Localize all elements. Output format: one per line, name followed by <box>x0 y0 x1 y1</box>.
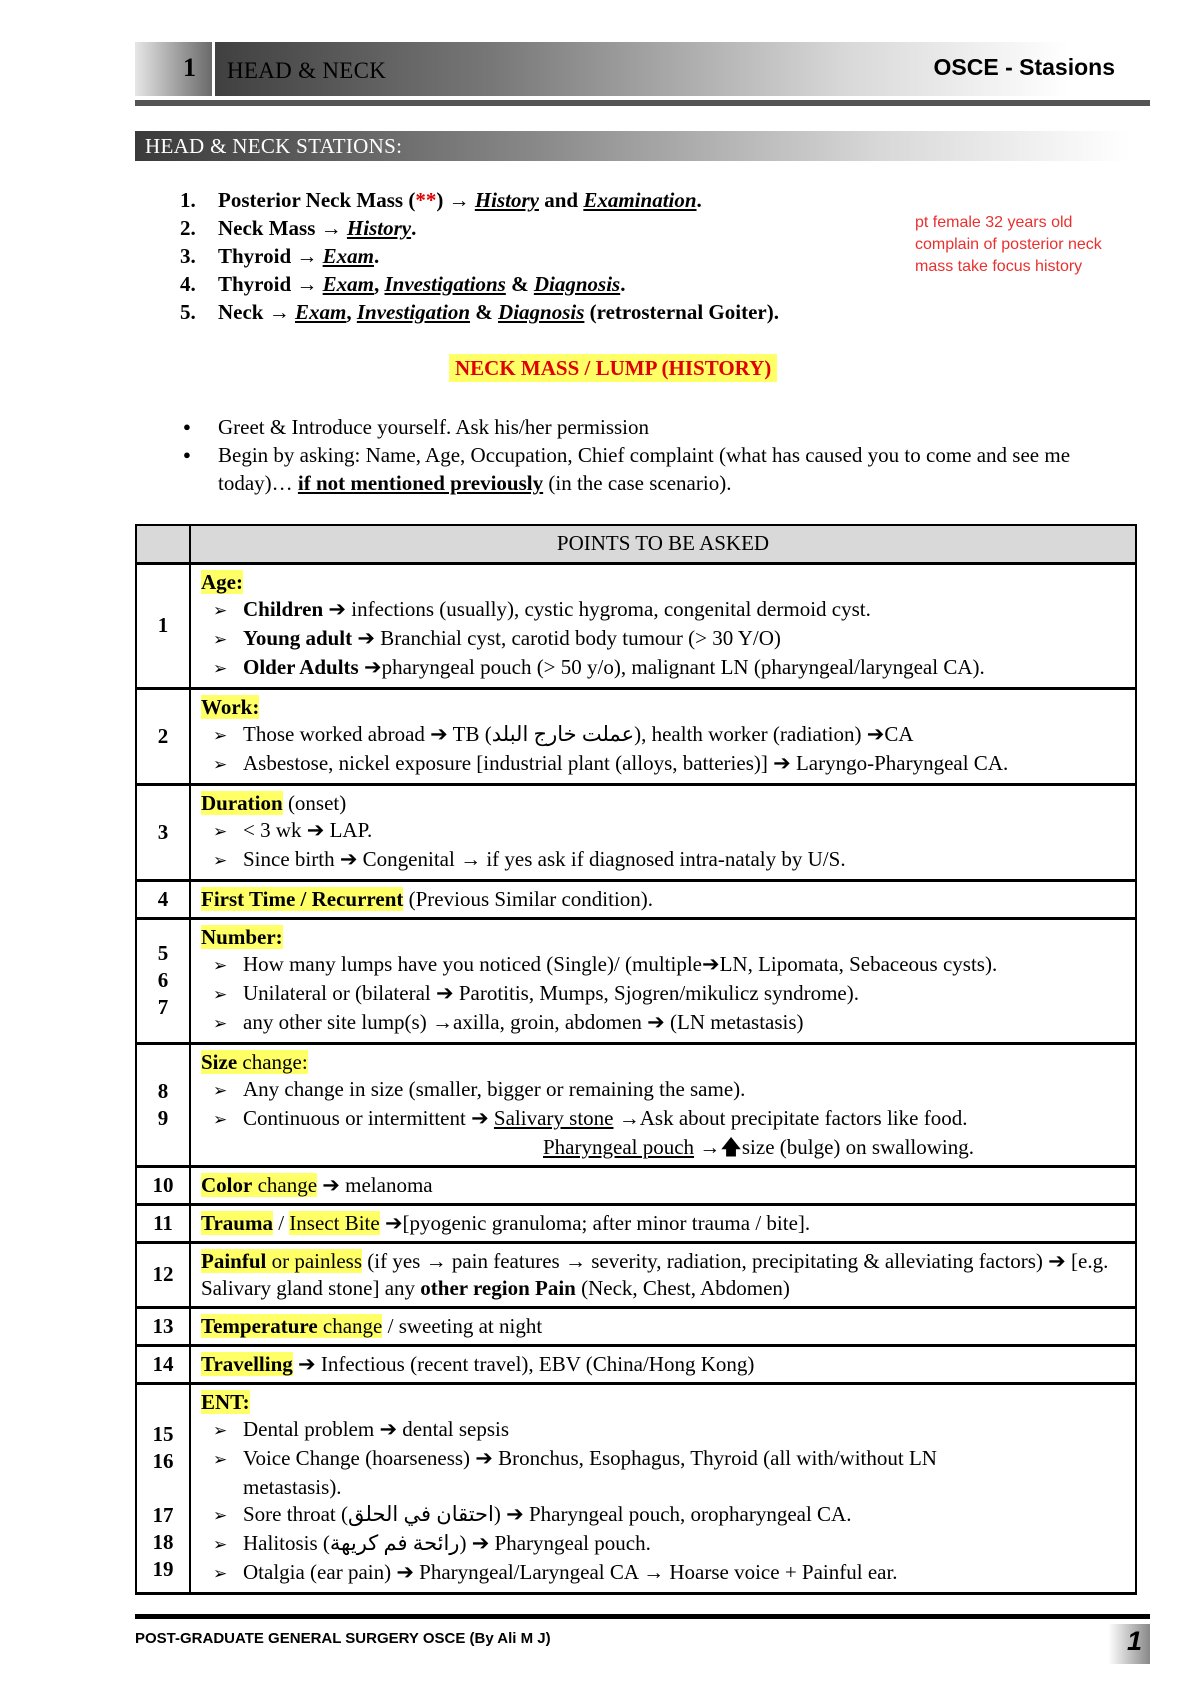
bullet-arrow-icon: ➢ <box>213 1420 228 1441</box>
page-number: 1 <box>1126 1626 1142 1656</box>
station-item: 5. Neck → Exam, Investigation & Diagnosis (retrosternal Goiter). <box>180 300 779 324</box>
table-row <box>136 1383 1136 1593</box>
table-row <box>136 1307 1136 1345</box>
bullet-arrow-icon: ➢ <box>213 725 228 746</box>
station-item: 4. Thyroid → Exam, Investigations & Diagnosis. <box>180 272 626 296</box>
bullet-arrow-icon: ➢ <box>213 1109 228 1130</box>
bullet-arrow-icon: ➢ <box>213 821 228 842</box>
bullet-arrow-icon: ➢ <box>213 984 228 1005</box>
row-content: Age: ➢ Children ➔ infections (usually), cystic hygroma, congenital dermoid cyst. ➢ Young adult ➔ Branchial cyst, carotid body tumour (> 30 Y/O) ➢ Older Adults ➔pharyngeal pouch (> 50 y/o), malignant LN (pharyngeal/laryngeal CA). <box>190 563 1136 688</box>
table-header-title: POINTS TO BE ASKED <box>190 525 1136 563</box>
annotation-note: pt female 32 years old complain of posterior neck mass take focus history <box>915 214 1102 275</box>
bullet-arrow-icon: ➢ <box>213 850 228 871</box>
row-number: 1 <box>136 563 190 688</box>
chapter-header <box>135 42 1150 96</box>
row-content: Color change ➔ melanoma <box>190 1166 1136 1204</box>
table-row <box>136 1242 1136 1307</box>
station-item: 3. Thyroid → Exam. <box>180 244 380 268</box>
row-number: 5 6 7 <box>136 918 190 1043</box>
table-row <box>136 918 1136 1043</box>
row-number: 10 <box>136 1166 190 1204</box>
table-header-num <box>136 525 190 563</box>
page-number-box <box>1108 1624 1150 1664</box>
chapter-title: HEAD & NECK <box>227 58 387 83</box>
row-content: Painful or painless (if yes → pain features → severity, radiation, precipitating & alleviating factors) ➔ [e.g. Salivary gland stone] any other region Pain (Neck, Chest, Abdomen) <box>190 1242 1136 1307</box>
intro-list <box>180 413 1120 497</box>
row-content: Temperature change / sweeting at night <box>190 1307 1136 1345</box>
bullet-arrow-icon: ➢ <box>213 1449 228 1470</box>
neck-mass-heading: NECK MASS / LUMP (HISTORY) <box>449 354 777 382</box>
table-row <box>136 784 1136 880</box>
row-number: 3 <box>136 784 190 880</box>
section-heading <box>135 131 1130 161</box>
row-number: 4 <box>136 880 190 918</box>
intro-item: ● Begin by asking: Name, Age, Occupation, Chief complaint (what has caused you to come and see me today)… if not mentioned previously (in the case scenario). <box>180 441 1120 497</box>
row-content: Duration (onset) ➢ < 3 wk ➔ LAP. ➢ Since birth ➔ Congenital → if yes ask if diagnosed intra-nataly by U/S. <box>190 784 1136 880</box>
table-row <box>136 1166 1136 1204</box>
table-row <box>136 1043 1136 1166</box>
bullet-arrow-icon: ➢ <box>213 1534 228 1555</box>
bullet-arrow-icon: ➢ <box>213 1080 228 1101</box>
bullet-arrow-icon: ➢ <box>213 600 228 621</box>
stations-list <box>180 186 900 326</box>
row-content: Work: ➢ Those worked abroad ➔ TB (عملت خارج البلد), health worker (radiation) ➔CA ➢ Asbestose, nickel exposure [industrial plant (alloys, batteries)] ➔ Laryngo-Pharyngeal CA. <box>190 688 1136 784</box>
footer-text: POST-GRADUATE GENERAL SURGERY OSCE (By Ali M J) <box>135 1630 551 1647</box>
section-title: HEAD & NECK STATIONS: <box>145 134 403 158</box>
table-row <box>136 880 1136 918</box>
row-content: Travelling ➔ Infectious (recent travel), EBV (China/Hong Kong) <box>190 1345 1136 1383</box>
table-row <box>136 1345 1136 1383</box>
chapter-number-box <box>135 42 215 96</box>
row-content: ENT: ➢ Dental problem ➔ dental sepsis ➢ Voice Change (hoarseness) ➔ Bronchus, Esophagus, Thyroid (all with/without LN metastasis). ➢ Sore throat (احتقان في الحلق) ➔ Pharyngeal pouch, oropharyngeal CA. ➢ Halitosis (رائحة فم كريهة) ➔ Pharyngeal pouch. ➢ Otalgia (ear pain) ➔ Pharyngeal/Laryngeal CA → Hoarse voice + Painful ear. <box>190 1383 1136 1593</box>
bullet-arrow-icon: ➢ <box>213 1505 228 1526</box>
chapter-number: 1 <box>183 53 196 82</box>
points-table <box>135 524 1137 1595</box>
row-number: 12 <box>136 1242 190 1307</box>
station-item: 1. Posterior Neck Mass (**) → History and Examination. <box>180 188 702 212</box>
document-title: OSCE - Stasions <box>933 54 1115 80</box>
row-content: Size change: ➢ Any change in size (smaller, bigger or remaining the same). ➢ Continuous or intermittent ➔ Salivary stone →Ask about precipitate factors like food. Pharyngeal pouch →🡅size (bulge) on swallowing. <box>190 1043 1136 1166</box>
footer-divider <box>135 1614 1150 1619</box>
table-header-row <box>136 525 1136 563</box>
row-number: 15 16 17 18 19 <box>136 1383 190 1593</box>
bullet-arrow-icon: ➢ <box>213 629 228 650</box>
row-number: 8 9 <box>136 1043 190 1166</box>
bullet-arrow-icon: ➢ <box>213 754 228 775</box>
row-number: 13 <box>136 1307 190 1345</box>
row-content: First Time / Recurrent (Previous Similar condition). <box>190 880 1136 918</box>
bullet-arrow-icon: ➢ <box>213 658 228 679</box>
station-item: 2. Neck Mass → History. <box>180 216 417 240</box>
header-divider <box>135 100 1150 106</box>
intro-item: ● Greet & Introduce yourself. Ask his/her permission <box>180 413 1120 441</box>
bullet-arrow-icon: ➢ <box>213 1563 228 1584</box>
table-row <box>136 563 1136 688</box>
bullet-arrow-icon: ➢ <box>213 1013 228 1034</box>
row-number: 14 <box>136 1345 190 1383</box>
row-content: Trauma / Insect Bite ➔[pyogenic granuloma; after minor trauma / bite]. <box>190 1204 1136 1242</box>
row-number: 2 <box>136 688 190 784</box>
table-row <box>136 1204 1136 1242</box>
row-content: Number: ➢ How many lumps have you noticed (Single)/ (multiple➔LN, Lipomata, Sebaceous cysts). ➢ Unilateral or (bilateral ➔ Parotitis, Mumps, Sjogren/mikulicz syndrome). ➢ any other site lump(s) →axilla, groin, abdomen ➔ (LN metastasis) <box>190 918 1136 1043</box>
bullet-arrow-icon: ➢ <box>213 955 228 976</box>
row-number: 11 <box>136 1204 190 1242</box>
table-row <box>136 688 1136 784</box>
